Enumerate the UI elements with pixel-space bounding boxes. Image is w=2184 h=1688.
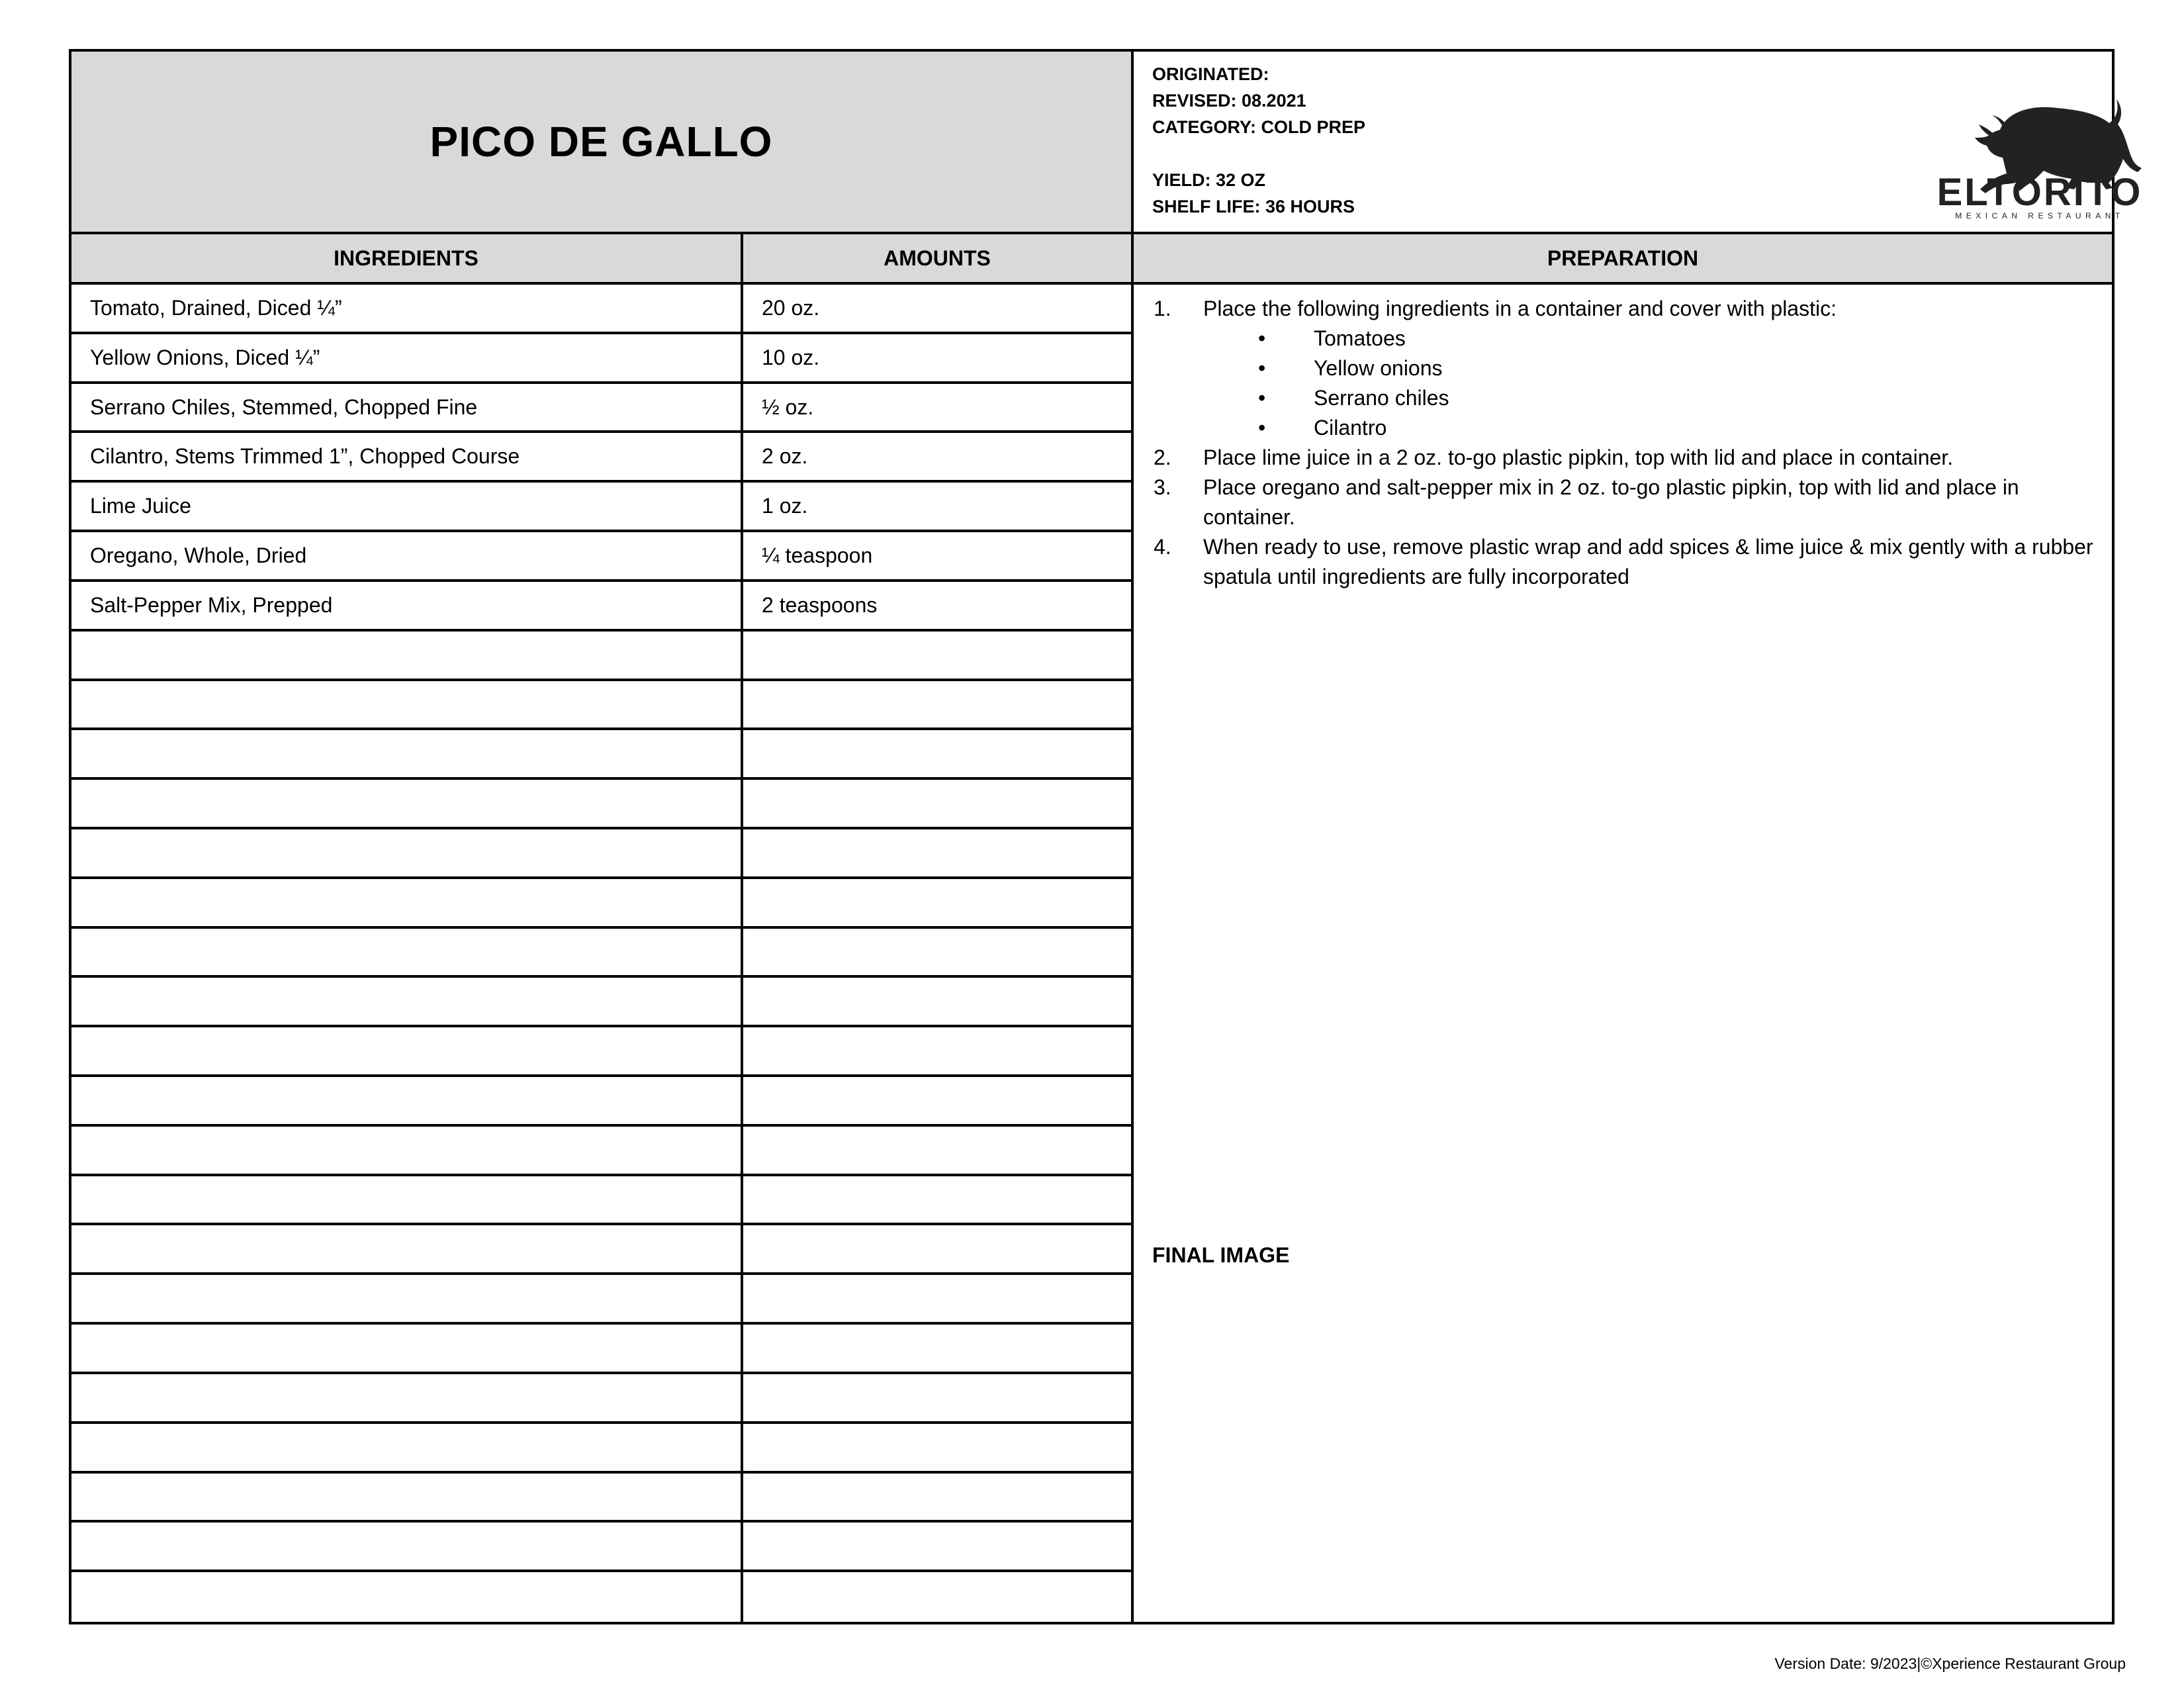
ingredient-name-cell: Cilantro, Stems Trimmed 1”, Chopped Course <box>71 433 743 480</box>
category-label: CATEGORY: COLD PREP <box>1152 117 1366 137</box>
ingredient-amount-cell <box>743 1225 1134 1272</box>
preparation-header: PREPARATION <box>1134 234 2112 285</box>
originated-label: ORIGINATED: <box>1152 64 1269 84</box>
table-row <box>71 978 1134 1027</box>
ingredient-amount-cell <box>743 978 1134 1025</box>
ingredient-name-cell <box>71 1424 743 1471</box>
table-row <box>71 1176 1134 1226</box>
ingredient-amount-cell <box>743 780 1134 827</box>
ingredient-name-cell <box>71 1127 743 1174</box>
ingredient-name-cell <box>71 780 743 827</box>
table-row <box>71 582 1134 632</box>
table-row <box>71 532 1134 582</box>
step-text: When ready to use, remove plastic wrap and add spices & lime juice & mix gently with a rubber spatula until ingredients are fully incorporated <box>1203 535 2093 588</box>
ingredient-name-cell <box>71 1572 743 1622</box>
ingredient-name-cell <box>71 978 743 1025</box>
ingredient-name-cell <box>71 1225 743 1272</box>
logo-tagline: MEXICAN RESTAURANT <box>1955 211 2124 220</box>
step-number: 1. <box>1154 297 1171 320</box>
ingredient-amount-cell: 1 oz. <box>743 483 1134 530</box>
ingredient-amount-cell <box>743 1424 1134 1471</box>
table-row <box>71 681 1134 731</box>
ingredient-amount-cell <box>743 1127 1134 1174</box>
title-cell <box>71 52 1134 234</box>
version-footer: Version Date: 9/2023|©Xperience Restaurant Group <box>1774 1655 2126 1672</box>
bullet-item: Cilantro <box>1314 416 1387 440</box>
ingredient-name-cell <box>71 929 743 976</box>
ingredient-name-cell <box>71 1325 743 1372</box>
step-text: Place oregano and salt-pepper mix in 2 oz. to-go plastic pipkin, top with lid and place in container. <box>1203 475 2019 529</box>
table-row <box>71 1424 1134 1474</box>
ingredients-header: INGREDIENTS <box>71 234 743 285</box>
ingredient-name-cell: Serrano Chiles, Stemmed, Chopped Fine <box>71 384 743 431</box>
ingredient-name-cell: Lime Juice <box>71 483 743 530</box>
ingredient-name-cell <box>71 879 743 926</box>
table-row <box>71 1077 1134 1127</box>
ingredient-name-cell <box>71 681 743 728</box>
table-row <box>71 632 1134 681</box>
ingredient-amount-cell <box>743 1523 1134 1570</box>
ingredient-amount-cell <box>743 1176 1134 1223</box>
ingredient-amount-cell <box>743 632 1134 679</box>
table-row <box>71 1275 1134 1325</box>
revised-label: REVISED: 08.2021 <box>1152 91 1306 111</box>
ingredient-name-cell <box>71 632 743 679</box>
amounts-header: AMOUNTS <box>743 234 1134 285</box>
final-image-label: FINAL IMAGE <box>1152 1243 1290 1267</box>
table-row <box>71 1027 1134 1077</box>
el-torito-logo <box>1921 71 2159 220</box>
bullet-item: Serrano chiles <box>1314 386 1449 410</box>
ingredient-amount-cell: 10 oz. <box>743 334 1134 381</box>
ingredient-amount-cell: 2 teaspoons <box>743 582 1134 629</box>
ingredient-name-cell <box>71 1077 743 1124</box>
ingredient-amount-cell: ¼ teaspoon <box>743 532 1134 579</box>
bullet-symbol: • <box>1258 356 1266 380</box>
ingredient-name-cell <box>71 1523 743 1570</box>
table-row <box>71 879 1134 929</box>
table-row <box>71 1572 1134 1622</box>
step-text: Place the following ingredients in a container and cover with plastic: <box>1203 297 1837 320</box>
ingredients-table <box>71 285 1134 1622</box>
logo-wordmark: ELTORITO <box>1936 171 2143 214</box>
ingredient-amount-cell <box>743 829 1134 876</box>
recipe-title: PICO DE GALLO <box>430 118 773 165</box>
ingredient-amount-cell <box>743 1474 1134 1521</box>
bullet-item: Yellow onions <box>1314 356 1443 380</box>
ingredient-name-cell: Tomato, Drained, Diced ¼” <box>71 285 743 332</box>
ingredient-name-cell <box>71 1176 743 1223</box>
ingredient-amount-cell <box>743 879 1134 926</box>
meta-cell <box>1134 52 2143 234</box>
ingredient-amount-cell: ½ oz. <box>743 384 1134 431</box>
table-row <box>71 384 1134 434</box>
ingredient-name-cell <box>71 1474 743 1521</box>
table-row <box>71 483 1134 532</box>
table-row <box>71 730 1134 780</box>
ingredient-amount-cell <box>743 1275 1134 1322</box>
table-row <box>71 929 1134 978</box>
ingredient-name-cell <box>71 1275 743 1322</box>
table-row <box>71 1325 1134 1374</box>
table-row <box>71 285 1134 334</box>
bullet-item: Tomatoes <box>1314 326 1406 350</box>
step-text: Place lime juice in a 2 oz. to-go plastic pipkin, top with lid and place in container. <box>1203 445 1954 469</box>
ingredient-name-cell <box>71 730 743 777</box>
ingredient-name-cell: Oregano, Whole, Dried <box>71 532 743 579</box>
recipe-sheet <box>69 49 2143 1624</box>
table-row <box>71 1374 1134 1424</box>
bullet-symbol: • <box>1258 326 1266 350</box>
table-row <box>71 1225 1134 1275</box>
ingredient-amount-cell <box>743 1027 1134 1074</box>
ingredient-name-cell <box>71 1374 743 1421</box>
ingredient-amount-cell: 2 oz. <box>743 433 1134 480</box>
table-row <box>71 1523 1134 1572</box>
table-row <box>71 829 1134 879</box>
ingredient-name-cell <box>71 829 743 876</box>
step-number: 3. <box>1154 475 1171 499</box>
ingredient-amount-cell <box>743 1325 1134 1372</box>
ingredient-amount-cell <box>743 730 1134 777</box>
ingredient-name-cell <box>71 1027 743 1074</box>
ingredient-name-cell: Yellow Onions, Diced ¼” <box>71 334 743 381</box>
table-row <box>71 780 1134 829</box>
preparation-panel <box>1134 285 2112 1622</box>
ingredient-amount-cell <box>743 1572 1134 1622</box>
table-row <box>71 1127 1134 1176</box>
ingredient-amount-cell <box>743 681 1134 728</box>
ingredient-name-cell: Salt-Pepper Mix, Prepped <box>71 582 743 629</box>
ingredient-amount-cell <box>743 929 1134 976</box>
step-number: 2. <box>1154 445 1171 469</box>
shelf-life-label: SHELF LIFE: 36 HOURS <box>1152 197 1355 216</box>
ingredient-amount-cell <box>743 1374 1134 1421</box>
yield-label: YIELD: 32 OZ <box>1152 170 1266 190</box>
ingredient-amount-cell <box>743 1077 1134 1124</box>
table-row <box>71 1474 1134 1523</box>
bullet-symbol: • <box>1258 416 1266 440</box>
bullet-symbol: • <box>1258 386 1266 410</box>
step-number: 4. <box>1154 535 1171 559</box>
table-row <box>71 433 1134 483</box>
table-row <box>71 334 1134 384</box>
ingredient-amount-cell: 20 oz. <box>743 285 1134 332</box>
